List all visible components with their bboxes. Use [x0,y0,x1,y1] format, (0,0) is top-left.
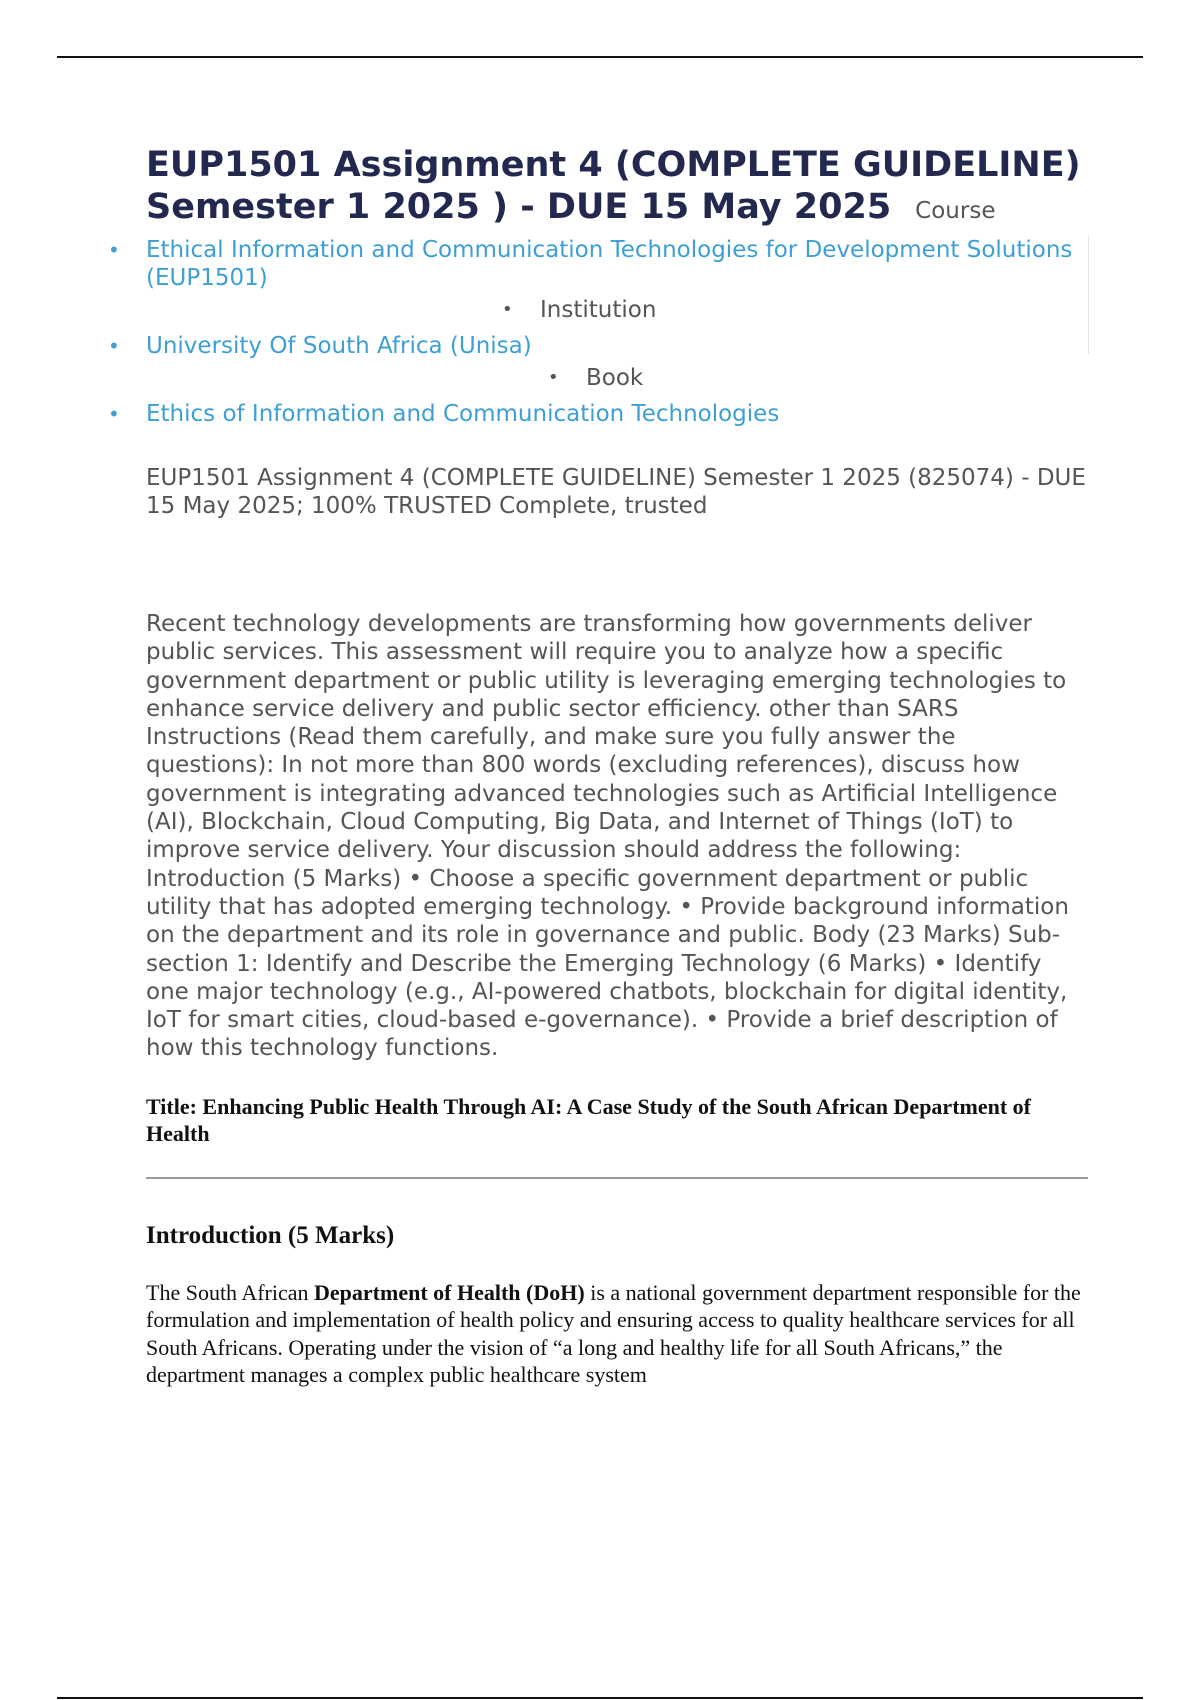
intro-prefix: The South African [146,1279,315,1305]
institution-label: Institution [540,297,657,323]
section-divider [146,1177,1088,1179]
course-link[interactable]: Ethical Information and Communication Technologies for Development Solutions (EUP1501) [146,237,1073,291]
bullet-icon: • [108,238,120,262]
course-link-item[interactable] [108,236,1090,292]
bullet-icon: • [108,402,120,426]
intro-paragraph [146,1279,1090,1389]
bullet-icon: • [502,299,513,320]
course-label: Course [915,198,996,224]
document-meta [108,236,1090,428]
book-label: Book [586,365,644,391]
institution-link[interactable]: University Of South Africa (Unisa) [146,333,532,359]
intro-rest: is a national government department responsible for the formulation and implementation of health policy and ensuring access to quality healthcare services for all South Africans. Operating under the vision of “a long and healthy life for all South Africans,” the department manages a complex public healthcare system [146,1279,1081,1388]
institution-link-item[interactable] [108,332,1090,360]
bottom-rule [57,1697,1143,1699]
book-link[interactable]: Ethics of Information and Communication Technologies [146,401,780,427]
title-text: EUP1501 Assignment 4 (COMPLETE GUIDELINE) Semester 1 2025 ) - DUE 15 May 2025 [146,145,1081,227]
top-rule [57,56,1143,58]
book-link-item[interactable] [108,400,1090,428]
institution-label-item [146,296,1090,324]
bullet-icon: • [548,367,559,388]
book-label-item [146,364,1090,392]
document-content [108,144,1090,1389]
document-summary: EUP1501 Assignment 4 (COMPLETE GUIDELINE) Semester 1 2025 (825074) - DUE 15 May 2025; 100% TRUSTED Complete, trusted [146,465,1086,519]
intro-bold: Department of Health (DoH) [314,1279,585,1305]
assignment-description: Recent technology developments are transforming how governments deliver public services. This assessment will require you to analyze how a specific government department or public utility is leveraging emerging technologies to enhance service delivery and public sector efficiency. other than SARS Instructions (Read them carefully, and make sure you fully answer the questions): In not more than 800 words (excluding references), discuss how government is integrating advanced technologies such as Artificial Intelligence (AI), Blockchain, Cloud Computing, Big Data, and Internet of Things (IoT) to improve service delivery. Your discussion should address the following: Introduction (5 Marks) • Choose a specific government department or public utility that has adopted emerging technology. • Provide background information on the department and its role in governance and public. Body (23 Marks) Sub-section 1: Identify and Describe the Emerging Technology (6 Marks) • Identify one major technology (e.g., AI-powered chatbots, blockchain for digital identity, IoT for smart cities, cloud-based e-governance). • Provide a brief description of how this technology functions. [146,611,1069,1062]
page-title [146,144,1090,232]
essay-title: Title: Enhancing Public Health Through AI: A Case Study of the South African Department of Health [146,1093,1031,1146]
bullet-icon: • [108,334,120,358]
section-heading: Introduction (5 Marks) [146,1221,395,1249]
